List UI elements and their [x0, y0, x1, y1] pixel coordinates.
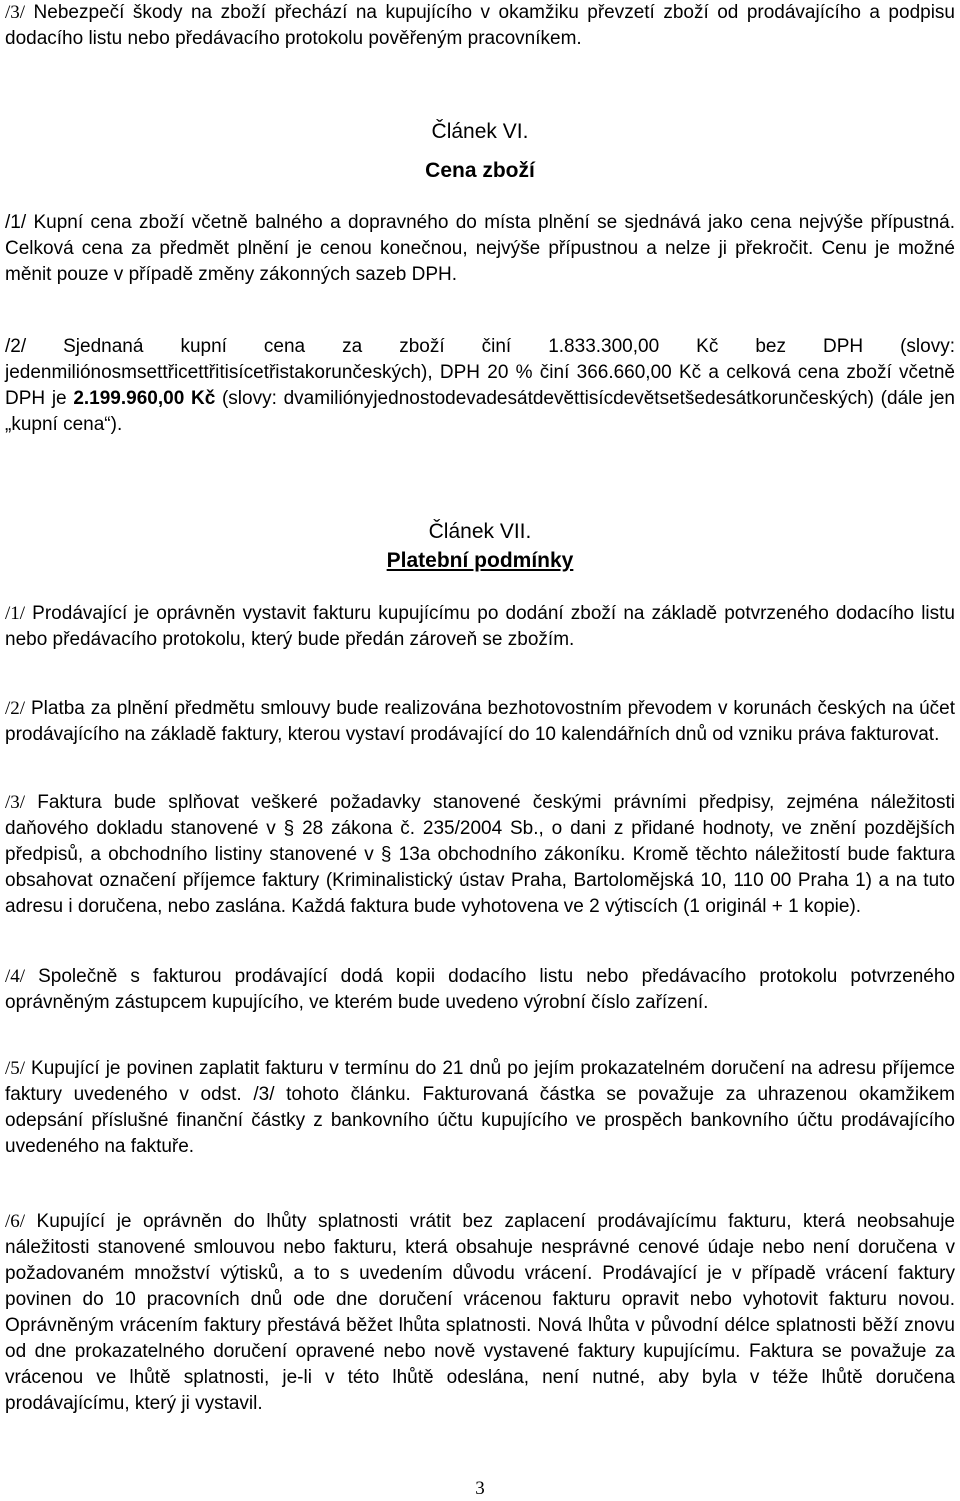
article-7-paragraph-5: [5, 1056, 955, 1160]
paragraph-risk-transfer: [5, 0, 955, 52]
article-7-paragraph-1: [5, 601, 955, 653]
article-7-paragraph-2: [5, 696, 955, 748]
paragraph-text: Nebezpečí škody na zboží přechází na kupujícího v okamžiku převzetí zboží od prodávajícího a podpisu dodacího listu nebo předávacího protokolu pověřeným pracovníkem.: [5, 2, 955, 49]
paragraph-text: Platba za plnění předmětu smlouvy bude realizována bezhotovostním převodem v korunách českých na účet prodávajícího na základě faktury, kterou vystaví prodávající do 10 kalendářních dnů od vzniku práva fakturovat.: [5, 698, 955, 745]
total-price-amount: 2.199.960,00 Kč: [73, 388, 216, 409]
paragraph-text: (slovy: dvamiliónyjednostodevadesátdevěttisícdevětsetšedesátkorunčeských) (dále jen „kupní cena“).: [5, 388, 955, 435]
paragraph-marker: /2/: [5, 698, 26, 719]
article-7-paragraph-4: [5, 964, 955, 1016]
article-6-label: Článek VI.: [431, 120, 529, 143]
article-6-title: Cena zboží: [425, 159, 535, 182]
paragraph-text: Kupující je oprávněn do lhůty splatnosti vrátit bez zaplacení prodávajícímu fakturu, která neobsahuje náležitosti stanovené smlouvou nebo fakturu, která obsahuje nesprávné cenové údaje nebo není doručena v požadovaném množství výtisků, a to s uvedením důvodu vrácení. Prodávající je v případě vrácení faktury povinen do 10 pracovních dnů ode dne doručení vrácenou fakturu opravit nebo vyhotovit fakturu novou. Oprávněným vrácením faktury přestává běžet lhůta splatnosti. Nová lhůta v původní délce splatnosti běží znovu od dne prokazatelného doručení opravené nebo nově vystavené faktury kupujícímu. Faktura se považuje za vrácenou ve lhůtě splatnosti, je-li v této lhůtě odeslána, není nutné, aby byla v téže lhůtě doručena prodávajícímu, který ji vystavil.: [5, 1211, 955, 1414]
article-6-paragraph-2: [5, 334, 955, 438]
article-7-paragraph-6: [5, 1209, 955, 1417]
paragraph-marker: /1/: [5, 212, 27, 233]
paragraph-marker: /3/: [5, 2, 26, 23]
article-7-paragraph-3: [5, 790, 955, 920]
paragraph-text: Prodávající je oprávněn vystavit fakturu kupujícímu po dodání zboží na základě potvrzeného dodacího listu nebo předávacího protokolu, který bude předán zároveň se zbožím.: [5, 603, 955, 650]
paragraph-text: Společně s fakturou prodávající dodá kopii dodacího listu nebo předávacího protokolu potvrzeného oprávněným zástupcem kupujícího, ve kterém bude uvedeno výrobní číslo zařízení.: [5, 966, 955, 1013]
paragraph-text: Faktura bude splňovat veškeré požadavky stanovené českými právními předpisy, zejména náležitosti daňového dokladu stanovené v § 28 zákona č. 235/2004 Sb., o dani z přidané hodnoty, ve znění pozdějších předpisů, a obchodního listiny stanovené v § 13a obchodního zákoníku. Kromě těchto náležitostí bude faktura obsahovat označení příjemce faktury (Kriminalistický ústav Praha, Bartolomějská 10, 110 00 Praha 1) a na tuto adresu i doručena, nebo zaslána. Každá faktura bude vyhotovena ve 2 výtiscích (1 originál + 1 kopie).: [5, 792, 955, 917]
article-6-paragraph-1: [5, 210, 955, 288]
paragraph-text: Kupující je povinen zaplatit fakturu v termínu do 21 dnů po jejím prokazatelném doručení na adresu příjemce faktury uvedeného v odst. /3/ tohoto článku. Fakturovaná částka se považuje za uhrazenou okamžikem odepsání příslušné finanční částky z bankovního účtu kupujícího ve prospěch bankovního účtu prodávajícího uvedeného na faktuře.: [5, 1058, 955, 1157]
article-7-label: Článek VII.: [428, 520, 532, 543]
paragraph-text: Sjednaná kupní cena za zboží činí 1.833.300,00 Kč bez DPH (slovy: jedenmiliónosmsettřicettřitisícetřistakorunčeských), DPH 20 % činí 366.660,00 Kč a celková cena zboží včetně DPH je: [5, 336, 955, 409]
paragraph-marker: /2/: [5, 336, 27, 357]
paragraph-marker: /6/: [5, 1211, 26, 1232]
article-7-title: Platební podmínky: [386, 549, 574, 572]
page-number: 3: [475, 1478, 485, 1499]
paragraph-marker: /4/: [5, 966, 26, 987]
paragraph-marker: /5/: [5, 1058, 26, 1079]
paragraph-marker: /1/: [5, 603, 26, 624]
paragraph-text: Kupní cena zboží včetně balného a dopravného do místa plnění se sjednává jako cena nejvýše přípustná. Celková cena za předmět plnění je cenou konečnou, nejvýše přípustnou a nelze ji překročit. Cenu je možné měnit pouze v případě změny zákonných sazeb DPH.: [5, 212, 955, 285]
paragraph-marker: /3/: [5, 792, 26, 813]
